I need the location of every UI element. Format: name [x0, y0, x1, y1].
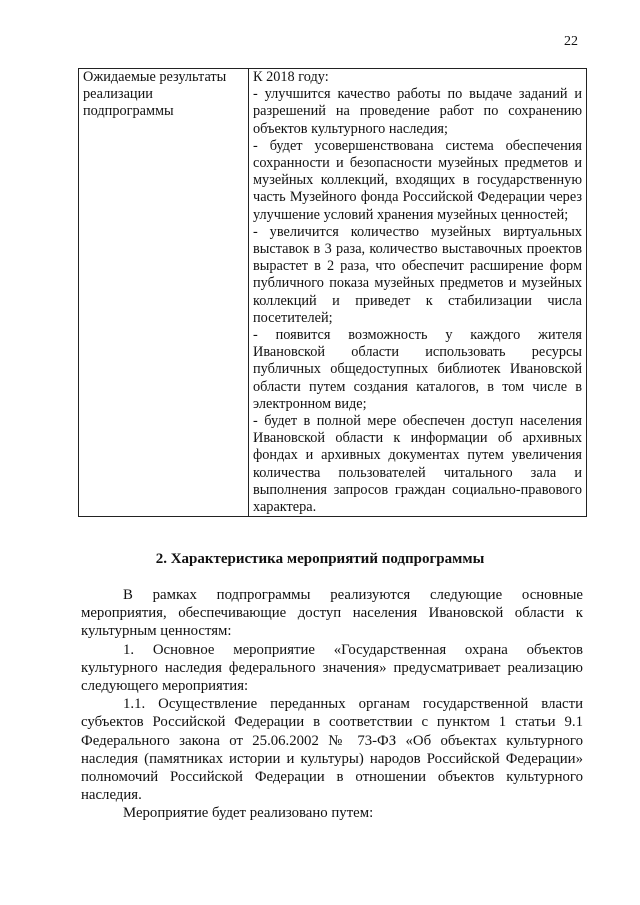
table-heading: К 2018 году: [253, 69, 329, 85]
table-label-cell [79, 69, 249, 517]
table-label: Ожидаемые результаты реализации подпрограммы [83, 69, 227, 120]
result-item: - появится возможность у каждого жителя Ивановской области использовать ресурсы публичных общедоступных библиотек Ивановской области путем создания каталогов, в том числе в электронном виде; [253, 327, 582, 412]
body-paragraph: 1.1. Осуществление переданных органам государственной власти субъектов Российской Федерации в соответствии с пунктом 1 статьи 9.1 Федерального закона от 25.06.2002 № 73-ФЗ «Об объектах культурного наследия (памятниках истории и культуры) народов Российской Федерации» полномочий Российской Федерации в отношении объектов культурного наследия. [81, 696, 583, 804]
table-content-cell [249, 69, 587, 517]
result-item: - будет усовершенствована система обеспечения сохранности и безопасности музейных предметов и музейных коллекций, входящих в государственную часть Музейного фонда Российской Федерации через улучшение условий хранения музейных ценностей; [253, 137, 582, 223]
result-item: - увеличится количество музейных виртуальных выставок в 3 раза, количество выставочных проектов вырастет в 2 раза, что обеспечит расширение форм публичного показа музейных предметов и музейных коллекций и приведет к стабилизации числа посетителей; [253, 223, 582, 326]
section-title: 2. Характеристика мероприятий подпрограммы [155, 551, 485, 567]
result-item: - будет в полной мере обеспечен доступ населения Ивановской области к информации об архивных фондах и архивных документах путем увеличения количества пользователей читального зала и выполнения запросов граждан социально-правового характера. [253, 413, 582, 516]
body-paragraph: В рамках подпрограммы реализуются следующие основные мероприятия, обеспечивающие доступ населения Ивановской области к культурным ценностям: [81, 587, 583, 640]
body-paragraph: Мероприятие будет реализовано путем: [123, 805, 374, 822]
table-row [79, 69, 587, 517]
page-number: 22 [564, 34, 578, 49]
result-item: - улучшится качество работы по выдаче заданий и разрешений на проведение работ по сохранению объектов культурного наследия; [253, 86, 582, 137]
body-paragraph: 1. Основное мероприятие «Государственная охрана объектов культурного наследия федерального значения» предусматривает реализацию следующего мероприятия: [81, 641, 583, 695]
results-table [78, 68, 587, 517]
section-body [81, 586, 583, 823]
